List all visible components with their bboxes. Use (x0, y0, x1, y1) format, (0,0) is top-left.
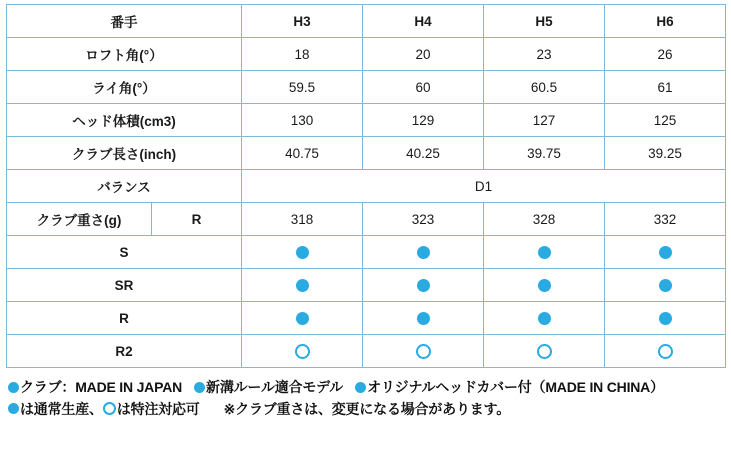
cell-balance-value: D1 (242, 170, 726, 203)
filled-dot-icon (659, 246, 672, 259)
table-row (7, 137, 726, 170)
table-row (7, 335, 726, 368)
spec-table (6, 4, 726, 368)
table-row (7, 104, 726, 137)
header-cell-number: 番手 (7, 5, 242, 38)
filled-dot-icon (194, 382, 205, 393)
filled-dot-icon (538, 279, 551, 292)
cell-sr-h4 (363, 269, 484, 302)
cell-lie-h4: 60 (363, 71, 484, 104)
table-header-row (7, 5, 726, 38)
table-row (7, 302, 726, 335)
cell-loft-h4: 20 (363, 38, 484, 71)
table-row (7, 170, 726, 203)
cell-weight-h4: 323 (363, 203, 484, 236)
filled-dot-icon (296, 246, 309, 259)
cell-lie-h3: 59.5 (242, 71, 363, 104)
cell-r-h4 (363, 302, 484, 335)
cell-loft-h6: 26 (605, 38, 726, 71)
cell-r-h6 (605, 302, 726, 335)
table-row (7, 236, 726, 269)
cell-weight-h5: 328 (484, 203, 605, 236)
cell-sr-h5 (484, 269, 605, 302)
note-weight-disclaimer: ※クラブ重さは、変更になる場合があります。 (223, 400, 511, 417)
cell-r2-h4 (363, 335, 484, 368)
cell-s-h4 (363, 236, 484, 269)
open-dot-icon (658, 344, 673, 359)
row-label-loft: ロフト角(°） (7, 38, 242, 71)
filled-dot-icon (8, 403, 19, 414)
table-row (7, 203, 726, 236)
row-label-head-volume: ヘッド体積(cm3) (7, 104, 242, 137)
cell-s-h6 (605, 236, 726, 269)
row-label-flex-s: S (7, 236, 242, 269)
open-dot-icon (295, 344, 310, 359)
row-label-club-length: クラブ長さ(inch) (7, 137, 242, 170)
cell-length-h3: 40.75 (242, 137, 363, 170)
header-cell-h5: H5 (484, 5, 605, 38)
cell-length-h5: 39.75 (484, 137, 605, 170)
cell-s-h5 (484, 236, 605, 269)
filled-dot-icon (417, 279, 430, 292)
cell-length-h6: 39.25 (605, 137, 726, 170)
cell-volume-h5: 127 (484, 104, 605, 137)
notes-block (6, 377, 725, 420)
filled-dot-icon (296, 279, 309, 292)
filled-dot-icon (538, 246, 551, 259)
table-row (7, 269, 726, 302)
cell-volume-h3: 130 (242, 104, 363, 137)
open-dot-icon (416, 344, 431, 359)
cell-weight-h3: 318 (242, 203, 363, 236)
cell-s-h3 (242, 236, 363, 269)
cell-r2-h6 (605, 335, 726, 368)
filled-dot-icon (417, 312, 430, 325)
cell-r2-h5 (484, 335, 605, 368)
open-dot-icon (103, 402, 116, 415)
header-cell-h6: H6 (605, 5, 726, 38)
cell-sr-h3 (242, 269, 363, 302)
filled-dot-icon (659, 279, 672, 292)
note-custom-order: は特注対応可 (116, 400, 200, 417)
cell-loft-h3: 18 (242, 38, 363, 71)
row-label-balance: バランス (7, 170, 242, 203)
filled-dot-icon (538, 312, 551, 325)
header-cell-h4: H4 (363, 5, 484, 38)
header-cell-h3: H3 (242, 5, 363, 38)
cell-length-h4: 40.25 (363, 137, 484, 170)
note-made-in-japan: クラブ：MADE IN JAPAN (20, 379, 183, 395)
row-label-flex-sr: SR (7, 269, 242, 302)
cell-r-h3 (242, 302, 363, 335)
note-line-1 (8, 377, 725, 399)
note-head-cover: オリジナルヘッドカバー付（MADE IN CHINA） (367, 379, 664, 395)
filled-dot-icon (355, 382, 366, 393)
cell-flex-r: R (152, 203, 242, 236)
cell-volume-h6: 125 (605, 104, 726, 137)
note-groove-rule: 新溝ルール適合モデル (206, 379, 344, 395)
filled-dot-icon (659, 312, 672, 325)
table-row (7, 71, 726, 104)
cell-volume-h4: 129 (363, 104, 484, 137)
filled-dot-icon (8, 382, 19, 393)
row-label-flex-r2: R2 (7, 335, 242, 368)
filled-dot-icon (296, 312, 309, 325)
cell-sr-h6 (605, 269, 726, 302)
filled-dot-icon (417, 246, 430, 259)
open-dot-icon (537, 344, 552, 359)
cell-loft-h5: 23 (484, 38, 605, 71)
note-standard-production: は通常生産、 (20, 400, 103, 417)
cell-lie-h5: 60.5 (484, 71, 605, 104)
row-label-lie: ライ角(°） (7, 71, 242, 104)
cell-weight-h6: 332 (605, 203, 726, 236)
row-label-flex-r: R (7, 302, 242, 335)
cell-r2-h3 (242, 335, 363, 368)
cell-r-h5 (484, 302, 605, 335)
cell-lie-h6: 61 (605, 71, 726, 104)
row-label-club-weight: クラブ重さ(g) (7, 203, 152, 236)
note-line-2 (8, 399, 725, 421)
table-row (7, 38, 726, 71)
